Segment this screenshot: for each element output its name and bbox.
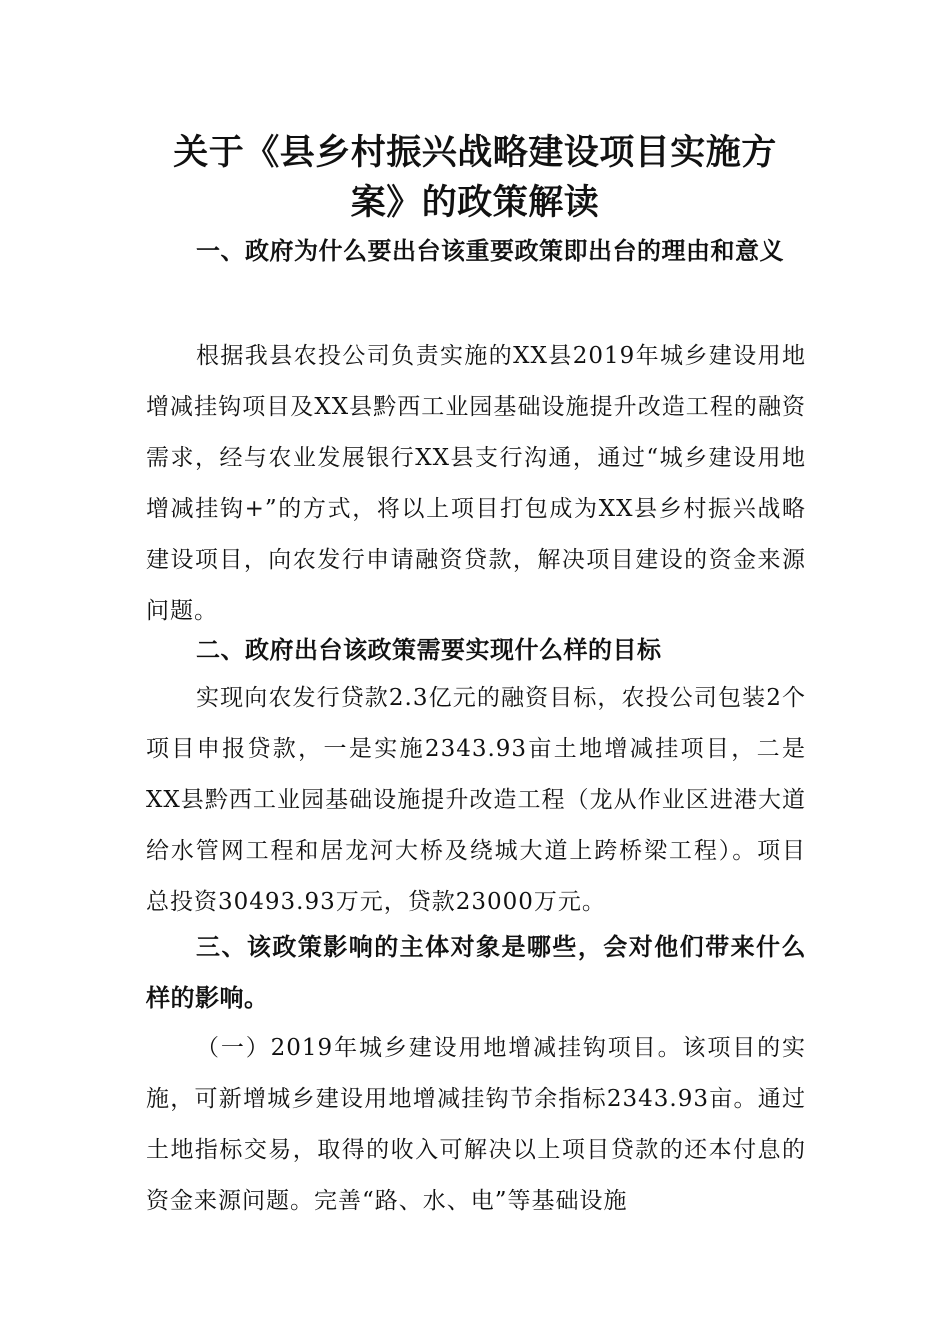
section-2-paragraph: 实现向农发行贷款2.3亿元的融资目标，农投公司包装2个项目申报贷款，一是实施2343.93亩土地增减挂项目，二是XX县黔西工业园基础设施提升改造工程（龙从作业区进港大道给水管网工程和居龙河大桥及绕城大道上跨桥梁工程）。项目总投资30493.93万元，贷款23000万元。 (146, 685, 806, 915)
document-title-line-2: 案》的政策解读 (350, 183, 600, 223)
document-title-line-1: 关于《县乡村振兴战略建设项目实施方 (173, 133, 777, 173)
section-2-heading: 二、政府出台该政策需要实现什么样的目标 (196, 636, 662, 664)
section-3-paragraph: （一）2019年城乡建设用地增减挂钩项目。该项目的实施，可新增城乡建设用地增减挂钩节余指标2343.93亩。通过土地指标交易，取得的收入可解决以上项目贷款的还本付息的资金来源问题。完善“路、水、电”等基础设施 (146, 1035, 806, 1214)
section-3-heading: 三、该政策影响的主体对象是哪些，会对他们带来什么样的影响。 (146, 933, 806, 1012)
section-1-heading: 一、政府为什么要出台该重要政策即出台的理由和意义 (196, 237, 784, 265)
section-1-paragraph: 根据我县农投公司负责实施的XX县2019年城乡建设用地增减挂钩项目及XX县黔西工业园基础设施提升改造工程的融资需求，经与农业发展银行XX县支行沟通，通过“城乡建设用地增减挂钩+”的方式，将以上项目打包成为XX县乡村振兴战略建设项目，向农发行申请融资贷款，解决项目建设的资金来源问题。 (146, 343, 806, 624)
